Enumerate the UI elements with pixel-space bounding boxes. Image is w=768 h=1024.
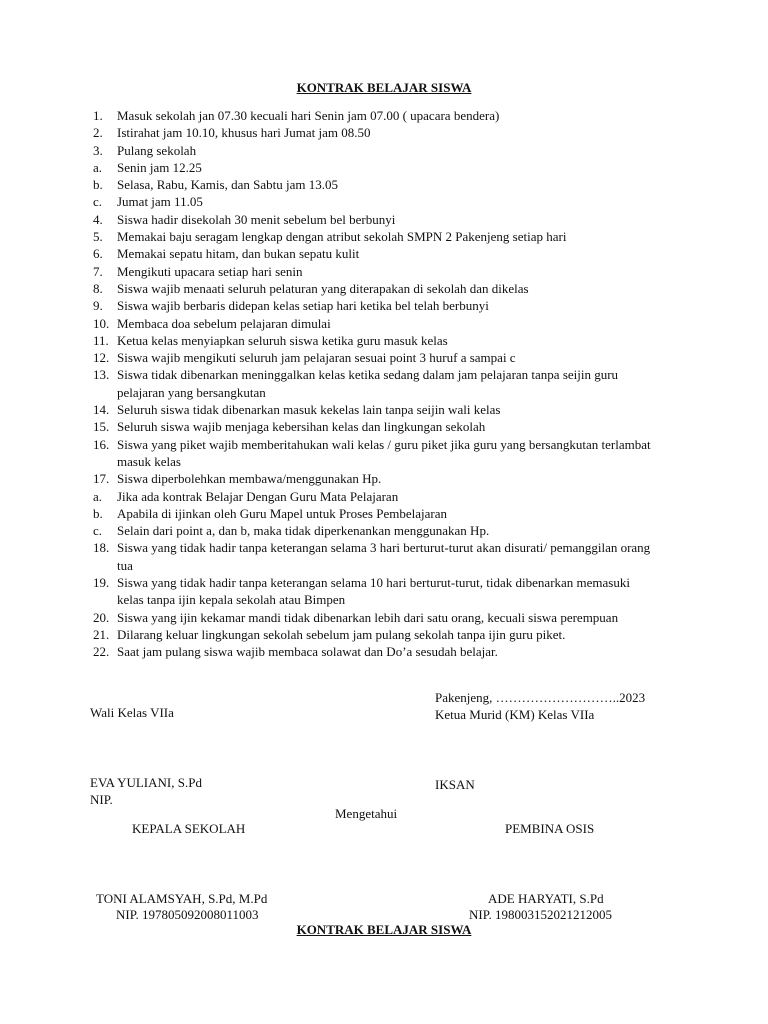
rule-text: Siswa wajib berbaris didepan kelas setiap hari ketika bel telah berbunyi bbox=[117, 298, 489, 314]
rule-text: Siswa wajib menaati seluruh pelaturan yang diterapakan di sekolah dan dikelas bbox=[117, 280, 529, 296]
rule-number: a. bbox=[93, 159, 103, 175]
rule-number: 22. bbox=[93, 644, 110, 660]
rule-item bbox=[93, 263, 653, 280]
rule-item bbox=[93, 107, 653, 124]
rule-text: Siswa wajib mengikuti seluruh jam pelajaran sesuai point 3 huruf a sampai c bbox=[117, 350, 516, 366]
homeroom-teacher-role: Wali Kelas VIIa bbox=[90, 705, 174, 720]
rule-item bbox=[93, 315, 653, 332]
rule-number: 3. bbox=[93, 142, 103, 158]
rule-item bbox=[93, 488, 653, 505]
rule-number: 7. bbox=[93, 263, 103, 279]
rule-item bbox=[93, 643, 653, 660]
osis-advisor-name: ADE HARYATI, S.Pd bbox=[488, 891, 604, 906]
rule-text: Siswa hadir disekolah 30 menit sebelum bel berbunyi bbox=[117, 211, 396, 227]
rule-number: 13. bbox=[93, 367, 110, 383]
rule-text: Mengikuti upacara setiap hari senin bbox=[117, 263, 303, 279]
rule-item bbox=[93, 193, 653, 210]
rule-item bbox=[93, 539, 653, 574]
rule-text: Memakai baju seragam lengkap dengan atribut sekolah SMPN 2 Pakenjeng setiap hari bbox=[117, 229, 567, 245]
rule-text: Jika ada kontrak Belajar Dengan Guru Mata Pelajaran bbox=[117, 488, 399, 504]
rule-number: c. bbox=[93, 194, 103, 210]
rule-number: 2. bbox=[93, 125, 103, 141]
rule-number: 18. bbox=[93, 540, 110, 556]
rule-number: 15. bbox=[93, 419, 110, 435]
rule-text: Siswa yang tidak hadir tanpa keterangan selama 10 hari berturut-turut, tidak dibenarkan memasuki kelas tanpa ijin kepala sekolah atau Bimpen bbox=[117, 575, 630, 608]
rule-item bbox=[93, 436, 653, 471]
rule-text: Siswa yang ijin kekamar mandi tidak dibenarkan lebih dari satu orang, kecuali siswa perempuan bbox=[117, 609, 619, 625]
rule-item bbox=[93, 349, 653, 366]
rule-item bbox=[93, 159, 653, 176]
rule-item bbox=[93, 401, 653, 418]
principal-role: KEPALA SEKOLAH bbox=[132, 821, 246, 836]
rule-text: Ketua kelas menyiapkan seluruh siswa ketika guru masuk kelas bbox=[117, 332, 448, 348]
rule-item bbox=[93, 522, 653, 539]
rule-item bbox=[93, 626, 653, 643]
rule-item bbox=[93, 142, 653, 159]
place-date: Pakenjeng, ………………………..2023 bbox=[435, 690, 646, 705]
rule-number: 14. bbox=[93, 402, 110, 418]
osis-advisor-nip: NIP. 198003152021212005 bbox=[469, 907, 613, 922]
rule-text: Selain dari point a, dan b, maka tidak diperkenankan menggunakan Hp. bbox=[117, 523, 490, 539]
osis-advisor-role: PEMBINA OSIS bbox=[505, 821, 595, 836]
rule-number: 10. bbox=[93, 315, 110, 331]
rule-item bbox=[93, 609, 653, 626]
document-title: KONTRAK BELAJAR SISWA bbox=[296, 80, 472, 95]
rule-text: Membaca doa sebelum pelajaran dimulai bbox=[117, 315, 331, 331]
rule-number: 16. bbox=[93, 436, 110, 452]
rule-number: 4. bbox=[93, 211, 103, 227]
acknowledged-label: Mengetahui bbox=[335, 806, 398, 821]
rule-item bbox=[93, 470, 653, 487]
rule-text: Siswa tidak dibenarkan meninggalkan kelas ketika sedang dalam jam pelajaran tanpa seijin guru pelajaran yang bersangkutan bbox=[117, 367, 619, 400]
rule-item bbox=[93, 418, 653, 435]
principal-name: TONI ALAMSYAH, S.Pd, M.Pd bbox=[96, 891, 268, 906]
rule-text: Apabila di ijinkan oleh Guru Mapel untuk Proses Pembelajaran bbox=[117, 505, 447, 521]
rule-number: 11. bbox=[93, 332, 109, 348]
rule-number: 1. bbox=[93, 108, 103, 123]
rule-item bbox=[93, 574, 653, 609]
rule-text: Siswa yang piket wajib memberitahukan wali kelas / guru piket jika guru yang bersangkutan terlambat masuk kelas bbox=[117, 436, 651, 469]
rule-text: Masuk sekolah jan 07.30 kecuali hari Senin jam 07.00 ( upacara bendera) bbox=[117, 108, 500, 123]
rule-number: 5. bbox=[93, 229, 103, 245]
rule-number: 20. bbox=[93, 609, 110, 625]
rule-text: Senin jam 12.25 bbox=[117, 159, 202, 175]
rules-list bbox=[93, 107, 653, 661]
rule-item bbox=[93, 297, 653, 314]
rule-text: Pulang sekolah bbox=[117, 142, 197, 158]
rule-number: 8. bbox=[93, 280, 103, 296]
rule-text: Siswa yang tidak hadir tanpa keterangan selama 3 hari berturut-turut akan disurati/ pemanggilan orang tua bbox=[117, 540, 651, 573]
rule-number: 6. bbox=[93, 246, 103, 262]
class-leader-role: Ketua Murid (KM) Kelas VIIa bbox=[435, 707, 595, 722]
rule-text: Selasa, Rabu, Kamis, dan Sabtu jam 13.05 bbox=[117, 177, 338, 193]
rule-number: c. bbox=[93, 523, 103, 539]
homeroom-teacher-name: EVA YULIANI, S.Pd bbox=[90, 775, 202, 790]
rule-text: Jumat jam 11.05 bbox=[117, 194, 203, 210]
rule-text: Siswa diperbolehkan membawa/menggunakan Hp. bbox=[117, 471, 382, 487]
rule-text: Dilarang keluar lingkungan sekolah sebelum jam pulang sekolah tanpa ijin guru piket. bbox=[117, 626, 566, 642]
rule-item bbox=[93, 505, 653, 522]
rule-text: Saat jam pulang siswa wajib membaca solawat dan Do’a sesudah belajar. bbox=[117, 644, 498, 660]
rule-item bbox=[93, 280, 653, 297]
rule-number: b. bbox=[93, 177, 103, 193]
document-title-repeat: KONTRAK BELAJAR SISWA bbox=[296, 922, 472, 937]
rule-item bbox=[93, 228, 653, 245]
rule-item bbox=[93, 176, 653, 193]
rule-text: Seluruh siswa tidak dibenarkan masuk kekelas lain tanpa seijin wali kelas bbox=[117, 402, 501, 418]
rule-text: Memakai sepatu hitam, dan bukan sepatu kulit bbox=[117, 246, 360, 262]
rule-item bbox=[93, 245, 653, 262]
rule-number: 9. bbox=[93, 298, 103, 314]
rule-number: b. bbox=[93, 505, 103, 521]
rule-item bbox=[93, 124, 653, 141]
rule-number: 12. bbox=[93, 350, 110, 366]
rule-number: 19. bbox=[93, 575, 110, 591]
rule-text: Seluruh siswa wajib menjaga kebersihan kelas dan lingkungan sekolah bbox=[117, 419, 486, 435]
rule-item bbox=[93, 211, 653, 228]
class-leader-name: IKSAN bbox=[435, 777, 475, 792]
rule-number: 21. bbox=[93, 626, 110, 642]
homeroom-teacher-nip: NIP. bbox=[90, 792, 113, 807]
rule-number: a. bbox=[93, 488, 103, 504]
principal-nip: NIP. 197805092008011003 bbox=[116, 907, 259, 922]
rule-text: Istirahat jam 10.10, khusus hari Jumat jam 08.50 bbox=[117, 125, 371, 141]
rule-item bbox=[93, 332, 653, 349]
rule-item bbox=[93, 366, 653, 401]
rule-number: 17. bbox=[93, 471, 110, 487]
